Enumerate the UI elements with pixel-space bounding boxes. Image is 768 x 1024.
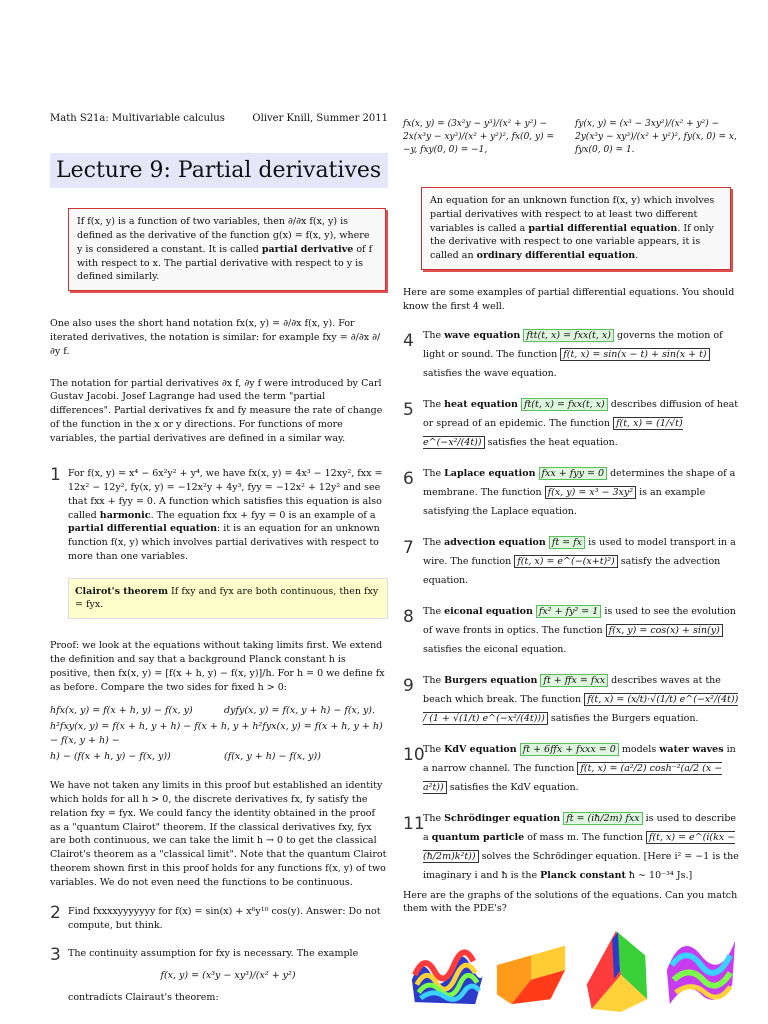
example-1-text-b: . The equation fxx + fyy = 0 is an example of a	[150, 509, 376, 521]
pde-solution: f(x, y) = x³ − 3xy²	[545, 486, 636, 499]
course-name: Math S21a: Multivariable calculus	[50, 113, 225, 124]
definition-box	[68, 208, 386, 291]
pde-equation: ftt(t, x) = fxx(t, x)	[523, 329, 614, 342]
pde-solution: f(t, x) = (x/t)·√(1/t) e^(−x²/(4t)) / (1 + √(1/t) e^(−x²/(4t)))	[423, 693, 739, 724]
clairaut-label: Clairot's theorem	[75, 585, 169, 597]
pde-equation: fxx + fyy = 0	[539, 467, 608, 480]
proof-paragraph: Proof: we look at the equations without taking limits first. We extend the definition and say that a background Planck constant h is positive, then fx(x, y) = [f(x + h, y) − f(x, y)]/h. For h = 0 we define fx as before. Compare the two sides for fixed h > 0:	[50, 640, 385, 693]
definition-post: of f with respect to x. The partial derivative with respect to y is defined similarly.	[77, 243, 373, 283]
pde-tail-bold: Planck constant	[540, 869, 626, 881]
pde-def-end: .	[635, 250, 639, 262]
pde-examples-list	[403, 326, 743, 885]
pde-example-8: 8 The eiconal equation fx² + fy² = 1 is used to see the evolution of wave fronts in optics. The function f(x, y) = cos(x) + sin(y) satisfies the eiconal equation.	[403, 602, 743, 659]
pde-def-term1: partial differential equation	[528, 222, 678, 234]
example-1-pde: partial differential equation	[68, 523, 217, 535]
pde-name: Schrödinger equation	[444, 812, 561, 824]
pde-tail: satisfies the Burgers equation.	[550, 712, 699, 724]
pde-tail: is an example satisfying the Laplace equation.	[423, 486, 706, 517]
pde-equation: ft(t, x) = fxx(t, x)	[521, 398, 608, 411]
limit-paragraph: We have not taken any limits in this proof but established an identity which holds for all h > 0, the discrete derivatives fx, fy satisfy the relation fxy = fyx. We could fancy the identity obtained in the proof as a "quantum Clairot" theorem. If the classical derivatives fxy, fyx are both continuous, we can take the limit h → 0 to get the classical Clairot's theorem as a "classical limit". Note that the quantum Clairot theorem shown first in this proof holds for any functions f(x, y) of two variables. We do not even need the functions to be continuous.	[50, 780, 387, 888]
pde-description: is used to see the evolution of wave fronts in optics. The function	[423, 605, 736, 636]
proof-eq-1: hfx(x, y) = f(x + h, y) − f(x, y)	[50, 705, 193, 717]
example-1-harmonic: harmonic	[99, 509, 151, 521]
pde-equation: ft = (iħ/2m) fxx	[563, 812, 642, 825]
pde-tail: solves the Schrödinger equation. [Here i² = −1 is the imaginary i and ħ is the	[423, 850, 739, 881]
pde-example-11: 11 The Schrödinger equation ft = (iħ/2m) fxx is used to describe a quantum particle of mass m. The function f(t, x) = e^(i(kx − (ħ/2m)k²t)) solves the Schrödinger equation. [Here i² = −1 is the imaginary i and ħ is the Planck constant ħ ∼ 10⁻³⁴ Js.]	[403, 809, 743, 885]
pde-solution: f(t, x) = e^(i(kx − (ħ/2m)k²t))	[423, 831, 736, 862]
pde-definition-box	[421, 187, 731, 270]
continuation-eq-fy: fy(x, y) = (x³ − 3xy²)/(x² + y²) − 2y(x³y − xy³)/(x² + y²)², fy(x, 0) = x, fyx(0, 0) = 1.	[575, 119, 737, 156]
pde-number: 4	[403, 330, 414, 351]
pde-solution: f(t, x) = (1/√t) e^(−x²/(4t))	[423, 417, 683, 448]
examples-intro: Here are some examples of partial differential equations. You should know the first 4 well.	[403, 286, 735, 312]
continuation-equations	[403, 118, 743, 157]
pde-number: 11	[403, 813, 425, 834]
pde-description-bold: water waves	[659, 743, 724, 755]
pde-example-5: 5 The heat equation ft(t, x) = fxx(t, x) describes diffusion of heat or spread of an epidemic. The function f(t, x) = (1/√t) e^(−x²/(4t)) satisfies the heat equation.	[403, 395, 743, 452]
pde-number: 10	[403, 744, 425, 765]
graph-saddle-surface	[662, 926, 740, 1014]
pde-def-pre: An equation for an unknown function f(x, y) which involves partial derivatives with respect to at least two different variables is called a	[430, 195, 715, 234]
continuation-eq-fx: fx(x, y) = (3x²y − y³)/(x² + y²) − 2x(x³y − xy³)/(x² + y²)², fx(0, y) = −y, fxy(0, 0) = −1,	[403, 119, 555, 156]
pde-tail: satisfies the wave equation.	[423, 367, 557, 379]
example-2-text: Find fxxxxyyyyyyy for f(x) = sin(x) + x⁶y¹⁰ cos(y). Answer: Do not compute, but think.	[68, 906, 381, 932]
pde-name: Burgers equation	[444, 674, 538, 686]
pde-number: 8	[403, 606, 414, 627]
pde-equation: ft + 6ffx + fxxx = 0	[520, 743, 619, 756]
definition-pre: If f(x, y) is a function of two variables, then ∂/∂x f(x, y) is defined as the derivative of the function g(x) = f(x, y), where y is considered a constant. It is called	[77, 216, 370, 255]
example-1	[50, 467, 388, 563]
history-paragraph: The notation for partial derivatives ∂x f, ∂y f were introduced by Carl Gustav Jacobi. Josef Lagrange had used the term "partial differences". Partial derivatives fx and fy measure the rate of change of the function in the x or y directions. For functions of more variables, the partial derivatives are defined in a similar way.	[50, 377, 383, 444]
pde-example-4: 4 The wave equation ftt(t, x) = fxx(t, x) governs the motion of light or sound. The function f(t, x) = sin(x − t) + sin(x + t) satisfies the wave equation.	[403, 326, 743, 383]
pde-name: Laplace equation	[444, 467, 536, 479]
definition-term: partial derivative	[261, 243, 354, 255]
example-3-after: contradicts Clairaut's theorem:	[68, 991, 219, 1003]
graph-step-surface	[492, 926, 570, 1014]
author: Oliver Knill, Summer 2011	[252, 113, 388, 124]
graph-ridge-surface	[577, 926, 655, 1014]
pde-tail: satisfies the heat equation.	[487, 436, 618, 448]
pde-description: describes waves at the beach which break. The function	[423, 674, 721, 705]
pde-def-term2: ordinary differential equation	[476, 250, 636, 262]
example-3	[50, 947, 388, 1004]
pde-equation: ft = fx	[549, 536, 585, 549]
pde-description: describes diffusion of heat or spread of an epidemic. The function	[423, 398, 739, 429]
pde-solution: f(t, x) = sin(x − t) + sin(x + t)	[560, 348, 709, 361]
page-header	[50, 112, 388, 127]
example-2-number: 2	[50, 903, 61, 924]
example-1-text-a: For f(x, y) = x⁴ − 6x²y² + y⁴, we have fx(x, y) = 4x³ − 12xy², fxx = 12x² − 12y², fy(x, y) = −12x²y + 4y³, fyy = −12x² + 12y² and see that fxx + fyy = 0. A function which satisfies this equation is also called	[68, 468, 383, 521]
pde-equation: ft + ffx = fxx	[540, 674, 608, 687]
pde-number: 7	[403, 537, 414, 558]
pde-name: advection equation	[444, 536, 546, 548]
proof-equations	[50, 704, 388, 763]
pde-equation: fx² + fy² = 1	[536, 605, 601, 618]
clairaut-theorem-box	[68, 578, 388, 620]
pde-number: 6	[403, 468, 414, 489]
left-column	[50, 112, 388, 1004]
proof-eq-6: (f(x, y + h) − f(x, y))	[224, 750, 321, 762]
pde-tail: satisfies the eiconal equation.	[423, 643, 567, 655]
example-3-text: The continuity assumption for fxy is necessary. The example	[68, 948, 359, 960]
proof-eq-3: h²fxy(x, y) = f(x + h, y + h) − f(x + h, y + h²fyx(x, y) = f(x + h, y + h) − f(x, y + h) −	[50, 721, 383, 746]
pde-description-2: in a narrow channel. The function	[423, 743, 736, 774]
pde-number: 5	[403, 399, 414, 420]
notation-paragraph: One also uses the short hand notation fx(x, y) = ∂/∂x f(x, y). For iterated derivatives, the notation is similar: for example fxy = ∂/∂x ∂/∂y f.	[50, 318, 381, 357]
pde-def-mid: . If only the derivative with respect to one variable appears, it is called an	[430, 222, 714, 262]
pde-tail-2: ħ ∼ 10⁻³⁴ Js.]	[628, 869, 693, 881]
pde-solution: f(t, x) = e^(−(x+t)²)	[514, 555, 617, 568]
right-column	[403, 118, 743, 1014]
pde-description-bold: quantum particle	[431, 831, 525, 843]
pde-description: is used to model transport in a wire. The function	[423, 536, 736, 567]
example-1-text-c: : it is an equation for an unknown function f(x, y) which involves partial derivatives with respect to more than one variables.	[68, 523, 380, 562]
pde-example-10: 10 The KdV equation ft + 6ffx + fxxx = 0 models water waves in a narrow channel. The function f(t, x) = (a²/2) cosh⁻²(a/2 (x − a²t)) satisfies the KdV equation.	[403, 740, 743, 797]
pde-name: heat equation	[444, 398, 518, 410]
pde-description-2: of mass m. The function	[527, 831, 643, 843]
pde-solution: f(t, x) = (a²/2) cosh⁻²(a/2 (x − a²t))	[423, 762, 723, 793]
graphs-intro: Here are the graphs of the solutions of the equations. Can you match them with the PDE's?	[403, 889, 738, 915]
pde-name: KdV equation	[444, 743, 517, 755]
example-3-equation: f(x, y) = (x³y − xy³)/(x² + y²)	[160, 969, 296, 981]
page-title: Lecture 9: Partial derivatives	[50, 153, 388, 189]
example-2	[50, 905, 388, 933]
pde-tail: satisfies the KdV equation.	[449, 781, 579, 793]
pde-example-7: 7 The advection equation ft = fx is used to model transport in a wire. The function f(t, x) = e^(−(x+t)²) satisfy the advection equation.	[403, 533, 743, 590]
pde-example-6: 6 The Laplace equation fxx + fyy = 0 determines the shape of a membrane. The function f(x, y) = x³ − 3xy² is an example satisfying the Laplace equation.	[403, 464, 743, 521]
example-3-number: 3	[50, 945, 61, 966]
solution-graphs	[403, 926, 743, 1014]
pde-description: models	[621, 743, 657, 755]
proof-eq-5: h) − (f(x + h, y) − f(x, y))	[50, 750, 171, 762]
pde-tail: satisfy the advection equation.	[423, 555, 721, 586]
proof-eq-2: dyfy(x, y) = f(x, y + h) − f(x, y).	[224, 705, 376, 717]
clairaut-text: If fxy and fyx are both continuous, then fxy = fyx.	[75, 585, 379, 611]
pde-description: determines the shape of a membrane. The function	[423, 467, 736, 498]
pde-number: 9	[403, 675, 414, 696]
pde-description: governs the motion of light or sound. The function	[423, 329, 723, 360]
pde-solution: f(x, y) = cos(x) + sin(y)	[606, 624, 723, 637]
pde-name: eiconal equation	[444, 605, 533, 617]
pde-example-9: 9 The Burgers equation ft + ffx = fxx describes waves at the beach which break. The function f(t, x) = (x/t)·√(1/t) e^(−x²/(4t)) / (1 + √(1/t) e^(−x²/(4t))) satisfies the Burgers equation.	[403, 671, 743, 728]
example-1-number: 1	[50, 465, 61, 486]
graph-wavy-surface	[407, 926, 485, 1014]
pde-name: wave equation	[444, 329, 521, 341]
pde-description: is used to describe a	[423, 812, 737, 843]
